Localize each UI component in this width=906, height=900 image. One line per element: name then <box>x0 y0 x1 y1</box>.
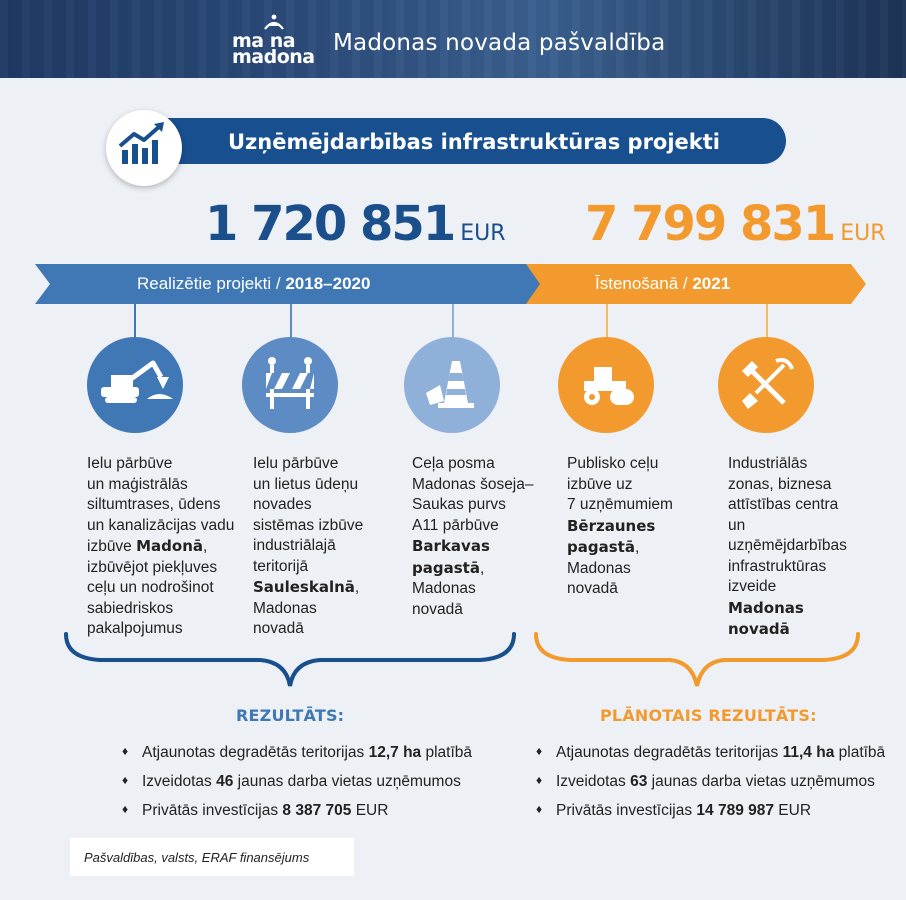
desc-line: Madonas šoseja– <box>412 475 534 493</box>
growth-chart-badge <box>106 110 182 186</box>
total-realized-amount: 1 720 851 <box>205 196 455 252</box>
diamond-bullet-icon: ♦ <box>536 744 543 758</box>
funding-note: Pašvaldības, valsts, ERAF finansējums <box>70 838 354 876</box>
result-item <box>536 802 885 831</box>
desc-line: zonas, biznesa <box>728 475 832 493</box>
result-item <box>122 744 472 773</box>
result-text: Izveidotas <box>142 773 217 790</box>
header-banner <box>0 0 906 78</box>
result-item <box>536 773 885 802</box>
realized-brace <box>60 630 520 690</box>
planned-results-list <box>536 744 885 831</box>
desc-line: novadā <box>253 620 304 637</box>
desc-line <box>253 577 363 599</box>
desc-line: Madonas <box>253 599 317 617</box>
realized-banner-label <box>137 274 370 294</box>
municipality-title: Madonas novada pašvaldība <box>333 30 666 56</box>
in-progress-banner-label <box>595 274 730 294</box>
project-1-badge <box>87 337 183 433</box>
desc-line: Madonas <box>412 580 476 597</box>
desc-line: pakalpojumus <box>87 620 183 637</box>
planned-brace <box>530 630 864 690</box>
desc-line: novadā <box>412 600 463 618</box>
page-title: Uzņēmējdarbības infrastruktūras projekti <box>228 130 721 154</box>
desc-line <box>87 536 234 558</box>
result-text: Privātās investīcijas <box>556 802 697 819</box>
desc-location: Madonas novadā <box>728 598 804 638</box>
planned-results-heading: PLĀNOTAIS REZULTĀTS: <box>600 706 817 725</box>
total-in-progress-amount: 7 799 831 <box>585 196 835 252</box>
result-value: 14 789 987 <box>696 802 774 819</box>
desc-line: novades <box>253 496 312 513</box>
desc-line: un maģistrālās <box>87 475 188 493</box>
desc-line: izbūvējot piekļuves <box>87 558 218 576</box>
desc-line: Madonas <box>567 559 631 577</box>
result-text: Atjaunotas degradētās teritorijas <box>556 744 783 761</box>
logo-line1: ma na <box>232 30 296 52</box>
excavator-icon <box>87 337 183 433</box>
desc-text: izbūve <box>87 538 137 555</box>
desc-text: , <box>479 559 485 577</box>
logo-figure-icon <box>263 14 285 30</box>
desc-line: un kanalizācijas vadu <box>87 516 235 534</box>
realized-years: 2018–2020 <box>285 274 371 293</box>
connector-line <box>606 304 608 338</box>
desc-line: un lietus ūdeņu <box>253 475 359 493</box>
connector-line <box>134 304 136 338</box>
desc-line <box>412 536 537 579</box>
result-text: platībā <box>421 744 473 761</box>
project-4-badge <box>558 337 654 433</box>
connector-line <box>290 304 292 338</box>
desc-line: izveide <box>728 578 777 595</box>
shovel-pickaxe-icon <box>718 337 814 433</box>
desc-text: , <box>203 538 208 555</box>
desc-line: industriālajā <box>253 537 336 554</box>
project-2-description <box>253 454 363 640</box>
desc-location: Barkavas pagastā <box>412 537 490 577</box>
desc-line: attīstības centra un <box>728 496 839 534</box>
road-roller-icon <box>558 337 654 433</box>
desc-line: Ceļa posma <box>412 455 495 472</box>
result-text: platībā <box>834 744 886 761</box>
desc-line: Ielu pārbūve <box>253 455 339 472</box>
total-realized-currency: EUR <box>460 221 506 246</box>
madona-logo <box>232 10 314 66</box>
desc-line: Industriālās <box>728 455 808 472</box>
result-item <box>122 802 472 831</box>
desc-line: siltumtrases, ūdens <box>87 496 221 513</box>
project-3-badge <box>404 337 500 433</box>
desc-line: novadā <box>567 580 618 597</box>
result-text: EUR <box>774 802 812 819</box>
desc-line: teritorijā <box>253 557 309 575</box>
desc-location: Sauleskalnā <box>253 578 355 596</box>
project-4-description <box>567 454 687 600</box>
road-barrier-icon <box>242 337 338 433</box>
desc-line: 7 uzņēmumiem <box>567 496 673 513</box>
desc-line: A11 pārbūve <box>412 516 499 534</box>
results-heading: REZULTĀTS: <box>236 706 345 725</box>
desc-line: sistēmas izbūve <box>253 516 364 534</box>
desc-line: Saukas purvs <box>412 496 506 513</box>
growth-chart-icon <box>106 110 182 186</box>
traffic-cone-icon <box>404 337 500 433</box>
connector-line <box>452 304 454 338</box>
diamond-bullet-icon: ♦ <box>122 744 129 758</box>
result-item <box>536 744 885 773</box>
desc-line: izbūve uz <box>567 475 633 493</box>
project-2-badge <box>242 337 338 433</box>
project-5-description <box>728 454 858 641</box>
result-value: 63 <box>630 773 648 790</box>
diamond-bullet-icon: ♦ <box>122 802 129 816</box>
desc-line: uzņēmējdarbības <box>728 537 847 554</box>
result-item <box>122 773 472 802</box>
result-value: 8 387 705 <box>282 802 352 819</box>
desc-line: ceļu un nodrošinot <box>87 579 214 596</box>
result-text: Izveidotas <box>556 773 631 790</box>
connector-line <box>766 304 768 338</box>
result-text: Privātās investīcijas <box>142 802 283 819</box>
project-1-description <box>87 454 234 640</box>
total-realized <box>205 196 506 252</box>
diamond-bullet-icon: ♦ <box>536 773 543 787</box>
desc-line: sabiedriskos <box>87 599 174 617</box>
desc-line <box>567 516 687 559</box>
desc-location: Bērzaunes pagastā <box>567 516 656 556</box>
result-value: 46 <box>216 773 234 790</box>
desc-location: Madonā <box>136 537 204 555</box>
desc-text: , <box>354 579 360 596</box>
in-progress-label: Īstenošanā / <box>595 274 693 293</box>
realized-label: Realizētie projekti / <box>137 274 286 293</box>
desc-line: Ielu pārbūve <box>87 455 173 472</box>
desc-line: infrastruktūras <box>728 557 827 575</box>
total-in-progress-currency: EUR <box>840 221 886 246</box>
results-list <box>122 744 472 831</box>
in-progress-years: 2021 <box>692 274 731 293</box>
desc-text: , <box>634 539 640 556</box>
diamond-bullet-icon: ♦ <box>122 773 129 787</box>
desc-line: Publisko ceļu <box>567 455 659 472</box>
result-value: 12,7 ha <box>368 744 422 761</box>
project-3-description <box>412 454 537 620</box>
result-text: jaunas darba vietas uzņēmumos <box>647 773 875 790</box>
total-in-progress <box>585 196 886 252</box>
result-text: EUR <box>351 802 389 819</box>
diamond-bullet-icon: ♦ <box>536 802 543 816</box>
project-5-badge <box>718 337 814 433</box>
result-value: 11,4 ha <box>782 744 835 761</box>
result-text: Atjaunotas degradētās teritorijas <box>142 744 369 761</box>
logo-line2: madona <box>232 46 315 68</box>
result-text: jaunas darba vietas uzņēmumos <box>233 773 461 790</box>
